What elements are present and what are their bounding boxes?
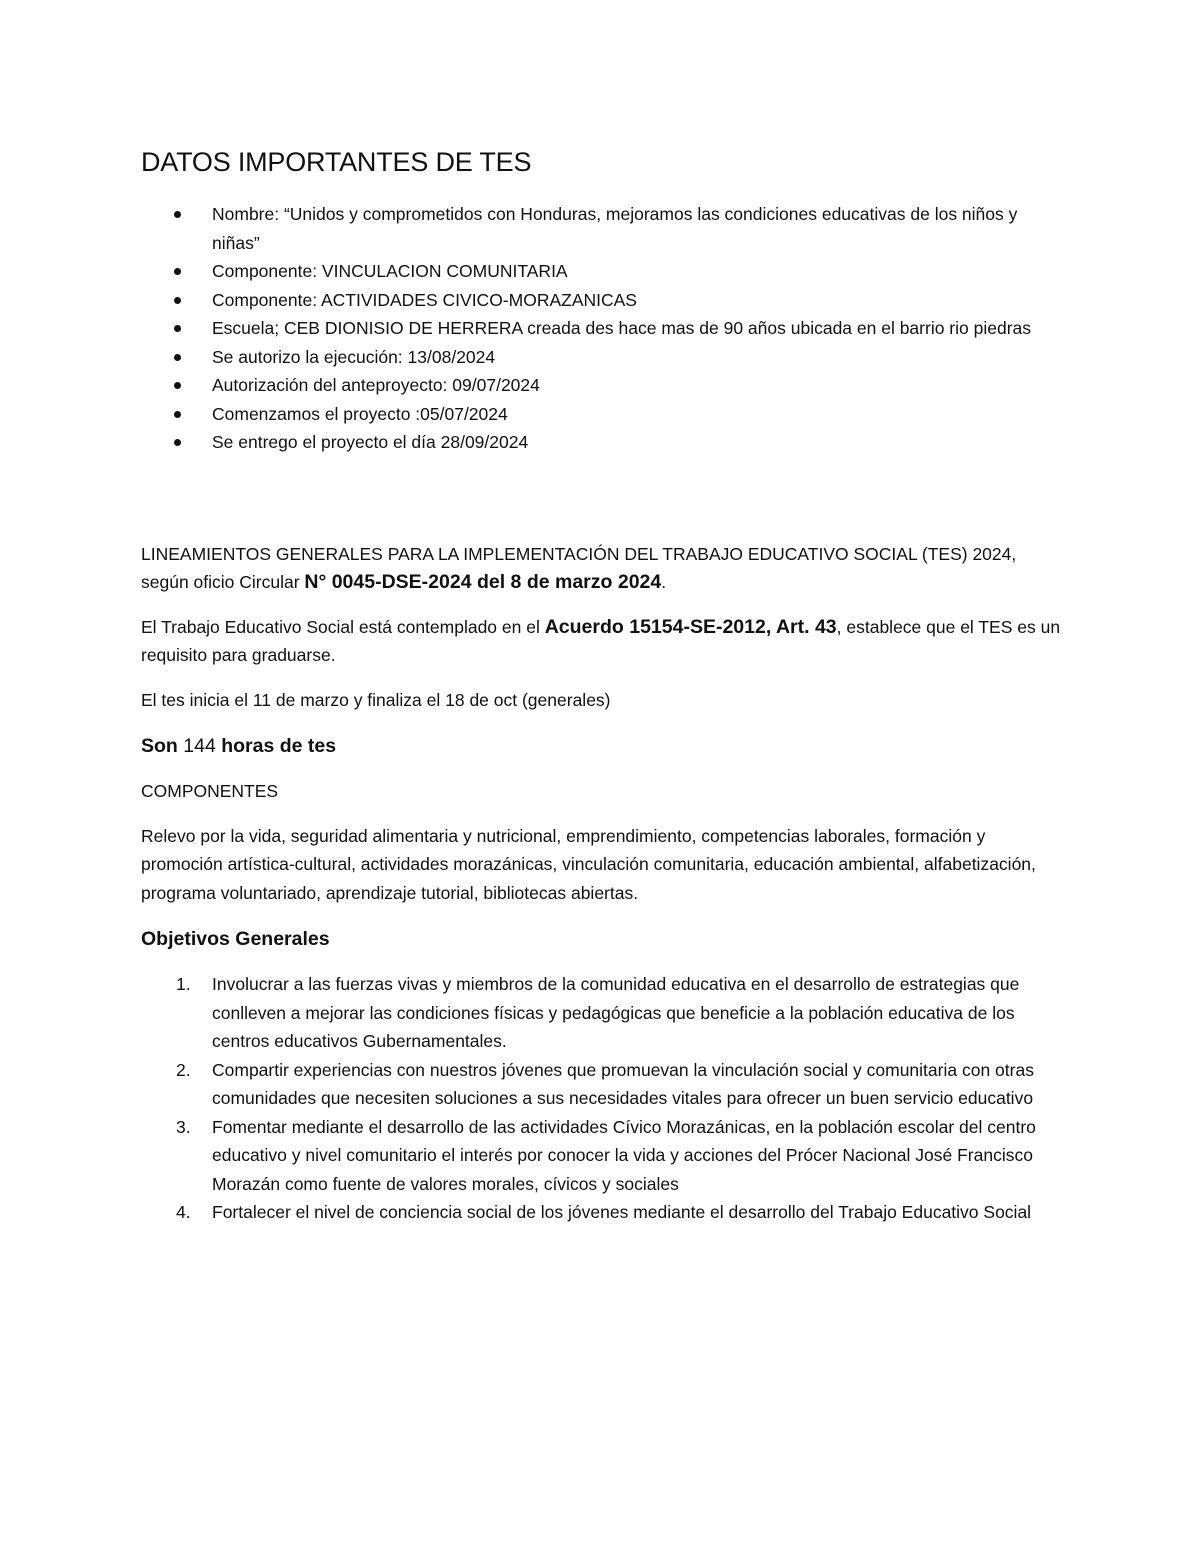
contemplado-paragraph: El Trabajo Educativo Social está contemplado en el Acuerdo 15154-SE-2012, Art. 43, establece que el TES es un requisito para graduarse. xyxy=(141,615,1061,665)
componentes-paragraph: Relevo por la vida, seguridad alimentaria y nutricional, emprendimiento, competencias laborales, formación y promoción artística-cultural, actividades morazánicas, vinculación comunitaria, educación ambiental, alfabetización, programa voluntariado, aprendizaje tutorial, bibliotecas abiertas. xyxy=(141,825,1036,903)
bullet-icon xyxy=(174,382,181,389)
circular-reference: N° 0045-DSE-2024 del 8 de marzo 2024 xyxy=(304,571,662,593)
list-item: 4. Fortalecer el nivel de conciencia social de los jóvenes mediante el desarrollo del Trabajo Educativo Social xyxy=(176,1202,1032,1222)
list-item: Se entrego el proyecto el día 28/09/2024 xyxy=(212,428,1061,457)
acuerdo-reference: Acuerdo 15154-SE-2012, Art. 43 xyxy=(544,615,837,638)
bullet-icon xyxy=(174,297,181,304)
objetivos-heading: Objetivos Generales xyxy=(141,928,330,950)
lineamientos-paragraph: LINEAMIENTOS GENERALES PARA LA IMPLEMENTACIÓN DEL TRABAJO EDUCATIVO SOCIAL (TES) 2024, según oficio Circular N° 0045-DSE-2024 del 8 de marzo 2024. xyxy=(141,543,1017,593)
objetivos-list xyxy=(141,970,1061,1227)
componentes-label: COMPONENTES xyxy=(141,781,279,801)
list-item: Comenzamos el proyecto :05/07/2024 xyxy=(212,400,1061,429)
bullet-icon xyxy=(174,211,181,218)
document-content xyxy=(141,144,1061,1227)
bullet-icon xyxy=(174,439,181,446)
list-item: Nombre: “Unidos y comprometidos con Honduras, mejoramos las condiciones educativas de los niños y niñas” xyxy=(212,200,1061,257)
fechas-paragraph: El tes inicia el 11 de marzo y finaliza el 18 de oct (generales) xyxy=(141,689,611,710)
horas-heading: Son 144 horas de tes xyxy=(141,735,337,757)
list-item: Componente: VINCULACION COMUNITARIA xyxy=(212,257,1061,286)
bullet-icon xyxy=(174,354,181,361)
bullet-icon xyxy=(174,411,181,418)
list-item: 1. Involucrar a las fuerzas vivas y miembros de la comunidad educativa en el desarrollo de estrategias que conlleven a mejorar las condiciones físicas y pedagógicas que beneficie a la población educativa de los centros educativos Gubernamentales. xyxy=(176,974,1020,1051)
list-item: 2. Compartir experiencias con nuestros jóvenes que promuevan la vinculación social y comunitaria con otras comunidades que necesiten soluciones a sus necesidades vitales para ofrecer un buen servicio educativo xyxy=(176,1059,1034,1108)
list-item: 3. Fomentar mediante el desarrollo de las actividades Cívico Morazánicas, en la población escolar del centro educativo y nivel comunitario el interés por conocer la vida y acciones del Prócer Nacional José Francisco Morazán como fuente de valores morales, cívicos y sociales xyxy=(176,1116,1036,1194)
list-item: Escuela; CEB DIONISIO DE HERRERA creada des hace mas de 90 años ubicada en el barrio rio piedras xyxy=(212,314,1061,343)
bullet-icon xyxy=(174,268,181,275)
list-item: Se autorizo la ejecución: 13/08/2024 xyxy=(212,343,1061,372)
list-item: Componente: ACTIVIDADES CIVICO-MORAZANICAS xyxy=(212,286,1061,315)
datos-list xyxy=(141,200,1061,457)
bullet-icon xyxy=(174,325,181,332)
page-title: DATOS IMPORTANTES DE TES xyxy=(141,147,532,177)
list-item: Autorización del anteproyecto: 09/07/2024 xyxy=(212,371,1061,400)
